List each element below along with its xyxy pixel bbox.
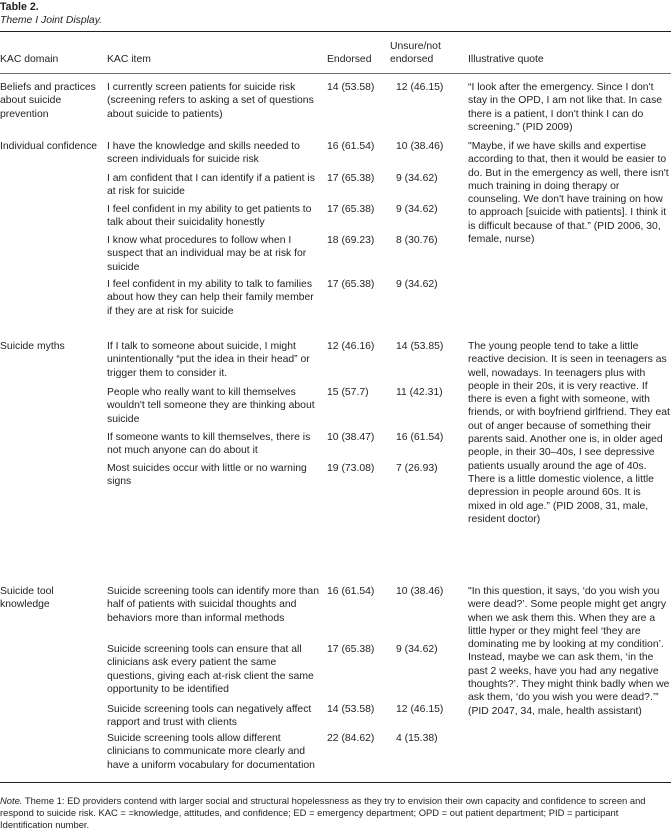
item-text: Most suicides occur with little or no warning signs [107, 463, 307, 488]
item-text: Suicide screening tools can ensure that all clinicians ask every patient the same questions, giving each at-risk client the same opportunity to be identified [107, 644, 314, 695]
quote-suicide-myths: The young people tend to take a little reactive decision. It is seen in teenagers as well, nowadays. In teenagers plus with people in their 20s, it is very reactive. If there is even a fight with someone, with friends, or with boyfriend girlfriend. They eat out of anger because of something their parents said. Another one is, in older aged people, in their 30–40s, I see depressive patients usually around the age of 40s. There is a little domestic violence, a little depression in people around 60s. It is mixed in old age.” (PID 2008, 31, male, resident doctor) [468, 341, 670, 525]
endorsed-value: 12 (46.16) [327, 341, 375, 352]
bottom-rule [0, 782, 671, 783]
unsure-value: 10 (38.46) [396, 141, 444, 152]
item-text: I know what procedures to follow when I suspect that an individual may be at risk for suicide [107, 235, 307, 273]
endorsed-value: 17 (65.38) [327, 279, 375, 290]
endorsed-value: 17 (65.38) [327, 644, 375, 655]
item-text: I feel confident in my ability to talk to families about how they can help their family member if they are at risk for suicide [107, 279, 314, 317]
header-kac-domain: KAC domain [0, 54, 59, 65]
note-label: Note. [0, 795, 23, 806]
unsure-value: 11 (42.31) [396, 387, 443, 398]
endorsed-value: 10 (38.47) [327, 432, 375, 443]
endorsed-value: 17 (65.38) [327, 204, 375, 215]
table-caption: Theme I Joint Display. [0, 15, 103, 26]
item-text: I currently screen patients for suicide risk (screening refers to asking a set of questions about suicide to patients) [107, 82, 314, 120]
item-text: Suicide screening tools can identify more than half of patients with suicidal thoughts and behaviors more than informal methods [107, 586, 319, 624]
unsure-value: 9 (34.62) [396, 279, 438, 290]
unsure-value: 12 (46.15) [396, 82, 444, 93]
unsure-value: 12 (46.15) [396, 704, 444, 715]
item-text: I have the knowledge and skills needed to screen individuals for suicide risk [107, 141, 300, 166]
endorsed-value: 14 (53.58) [327, 82, 375, 93]
table-note [0, 795, 671, 832]
item-text: Suicide screening tools allow different clinicians to communicate more clearly and have a uniform vocabulary for documentation [107, 733, 315, 771]
unsure-value: 4 (15.38) [396, 733, 438, 744]
unsure-value: 14 (53.85) [396, 341, 444, 352]
endorsed-value: 18 (69.23) [327, 235, 375, 246]
item-text: People who really want to kill themselves wouldn't tell someone they are thinking about suicide [107, 387, 315, 425]
unsure-value: 7 (26.93) [396, 463, 438, 474]
unsure-value: 16 (61.54) [396, 432, 444, 443]
header-quote: Illustrative quote [468, 54, 544, 65]
unsure-value: 8 (30.76) [396, 235, 438, 246]
unsure-value: 9 (34.62) [396, 204, 438, 215]
endorsed-value: 16 (61.54) [327, 586, 375, 597]
header-rule [0, 73, 671, 74]
domain-beliefs: Beliefs and practices about suicide prevention [0, 82, 96, 120]
endorsed-value: 15 (57.7) [327, 387, 369, 398]
unsure-value: 9 (34.62) [396, 644, 438, 655]
quote-individual-confidence: "Maybe, if we have skills and expertise according to that, then it would be easier to do. But in the emergency as well, there isn't much training in doing therapy or counseling. We don't have training on how to approach [suicide with patients]. I think it is difficult because of that.” (PID 2006, 30, female, nurse) [468, 141, 669, 246]
table-label: Table 2. [0, 1, 39, 13]
domain-individual-confidence: Individual confidence [0, 141, 98, 152]
item-text: If someone wants to kill themselves, there is not much anyone can do about it [107, 432, 311, 457]
header-unsure: Unsure/not endorsed [390, 41, 441, 66]
header-endorsed: Endorsed [327, 54, 372, 65]
top-rule [0, 31, 671, 32]
unsure-value: 10 (38.46) [396, 586, 444, 597]
unsure-value: 9 (34.62) [396, 173, 438, 184]
endorsed-value: 17 (65.38) [327, 173, 375, 184]
quote-suicide-tool-knowledge: "In this question, it says, ‘do you wish you were dead?’. Some people might get angry when we ask them this. When they are a little hyper or they might feel ‘they are dominating me by looking at my condition’. Instead, maybe we can ask them, ‘in the past 2 weeks, have you had any negative thoughts?’. They might think badly when we ask them, ‘do you wish you were dead?.’” (PID 2047, 34, male, health assistant) [468, 586, 670, 717]
endorsed-value: 22 (84.62) [327, 733, 375, 744]
domain-suicide-tool-knowledge: Suicide tool knowledge [0, 586, 54, 611]
item-text: If I talk to someone about suicide, I might unintentionally “put the idea in their head” or trigger them to consider it. [107, 341, 310, 379]
endorsed-value: 16 (61.54) [327, 141, 375, 152]
domain-suicide-myths: Suicide myths [0, 341, 65, 352]
note-text: Theme 1: ED providers contend with larger social and structural hopelessness as they try to envision their own capacity and confidence to screen and respond to suicide risk. KAC = =knowledge, attitudes, and confidence; ED = emergency department; OPD = out patient department; PID = participant Identification number. [0, 795, 646, 831]
endorsed-value: 14 (53.58) [327, 704, 375, 715]
item-text: I feel confident in my ability to get patients to talk about their suicidality honestly [107, 204, 312, 229]
endorsed-value: 19 (73.08) [327, 463, 375, 474]
item-text: I am confident that I can identify if a patient is at risk for suicide [107, 173, 315, 198]
header-kac-item: KAC item [107, 54, 151, 65]
item-text: Suicide screening tools can negatively affect rapport and trust with clients [107, 704, 312, 729]
quote-beliefs: “I look after the emergency. Since I don't stay in the OPD, I am not like that. In case there is a patient, I don't think I can do screening.” (PID 2009) [468, 82, 663, 133]
